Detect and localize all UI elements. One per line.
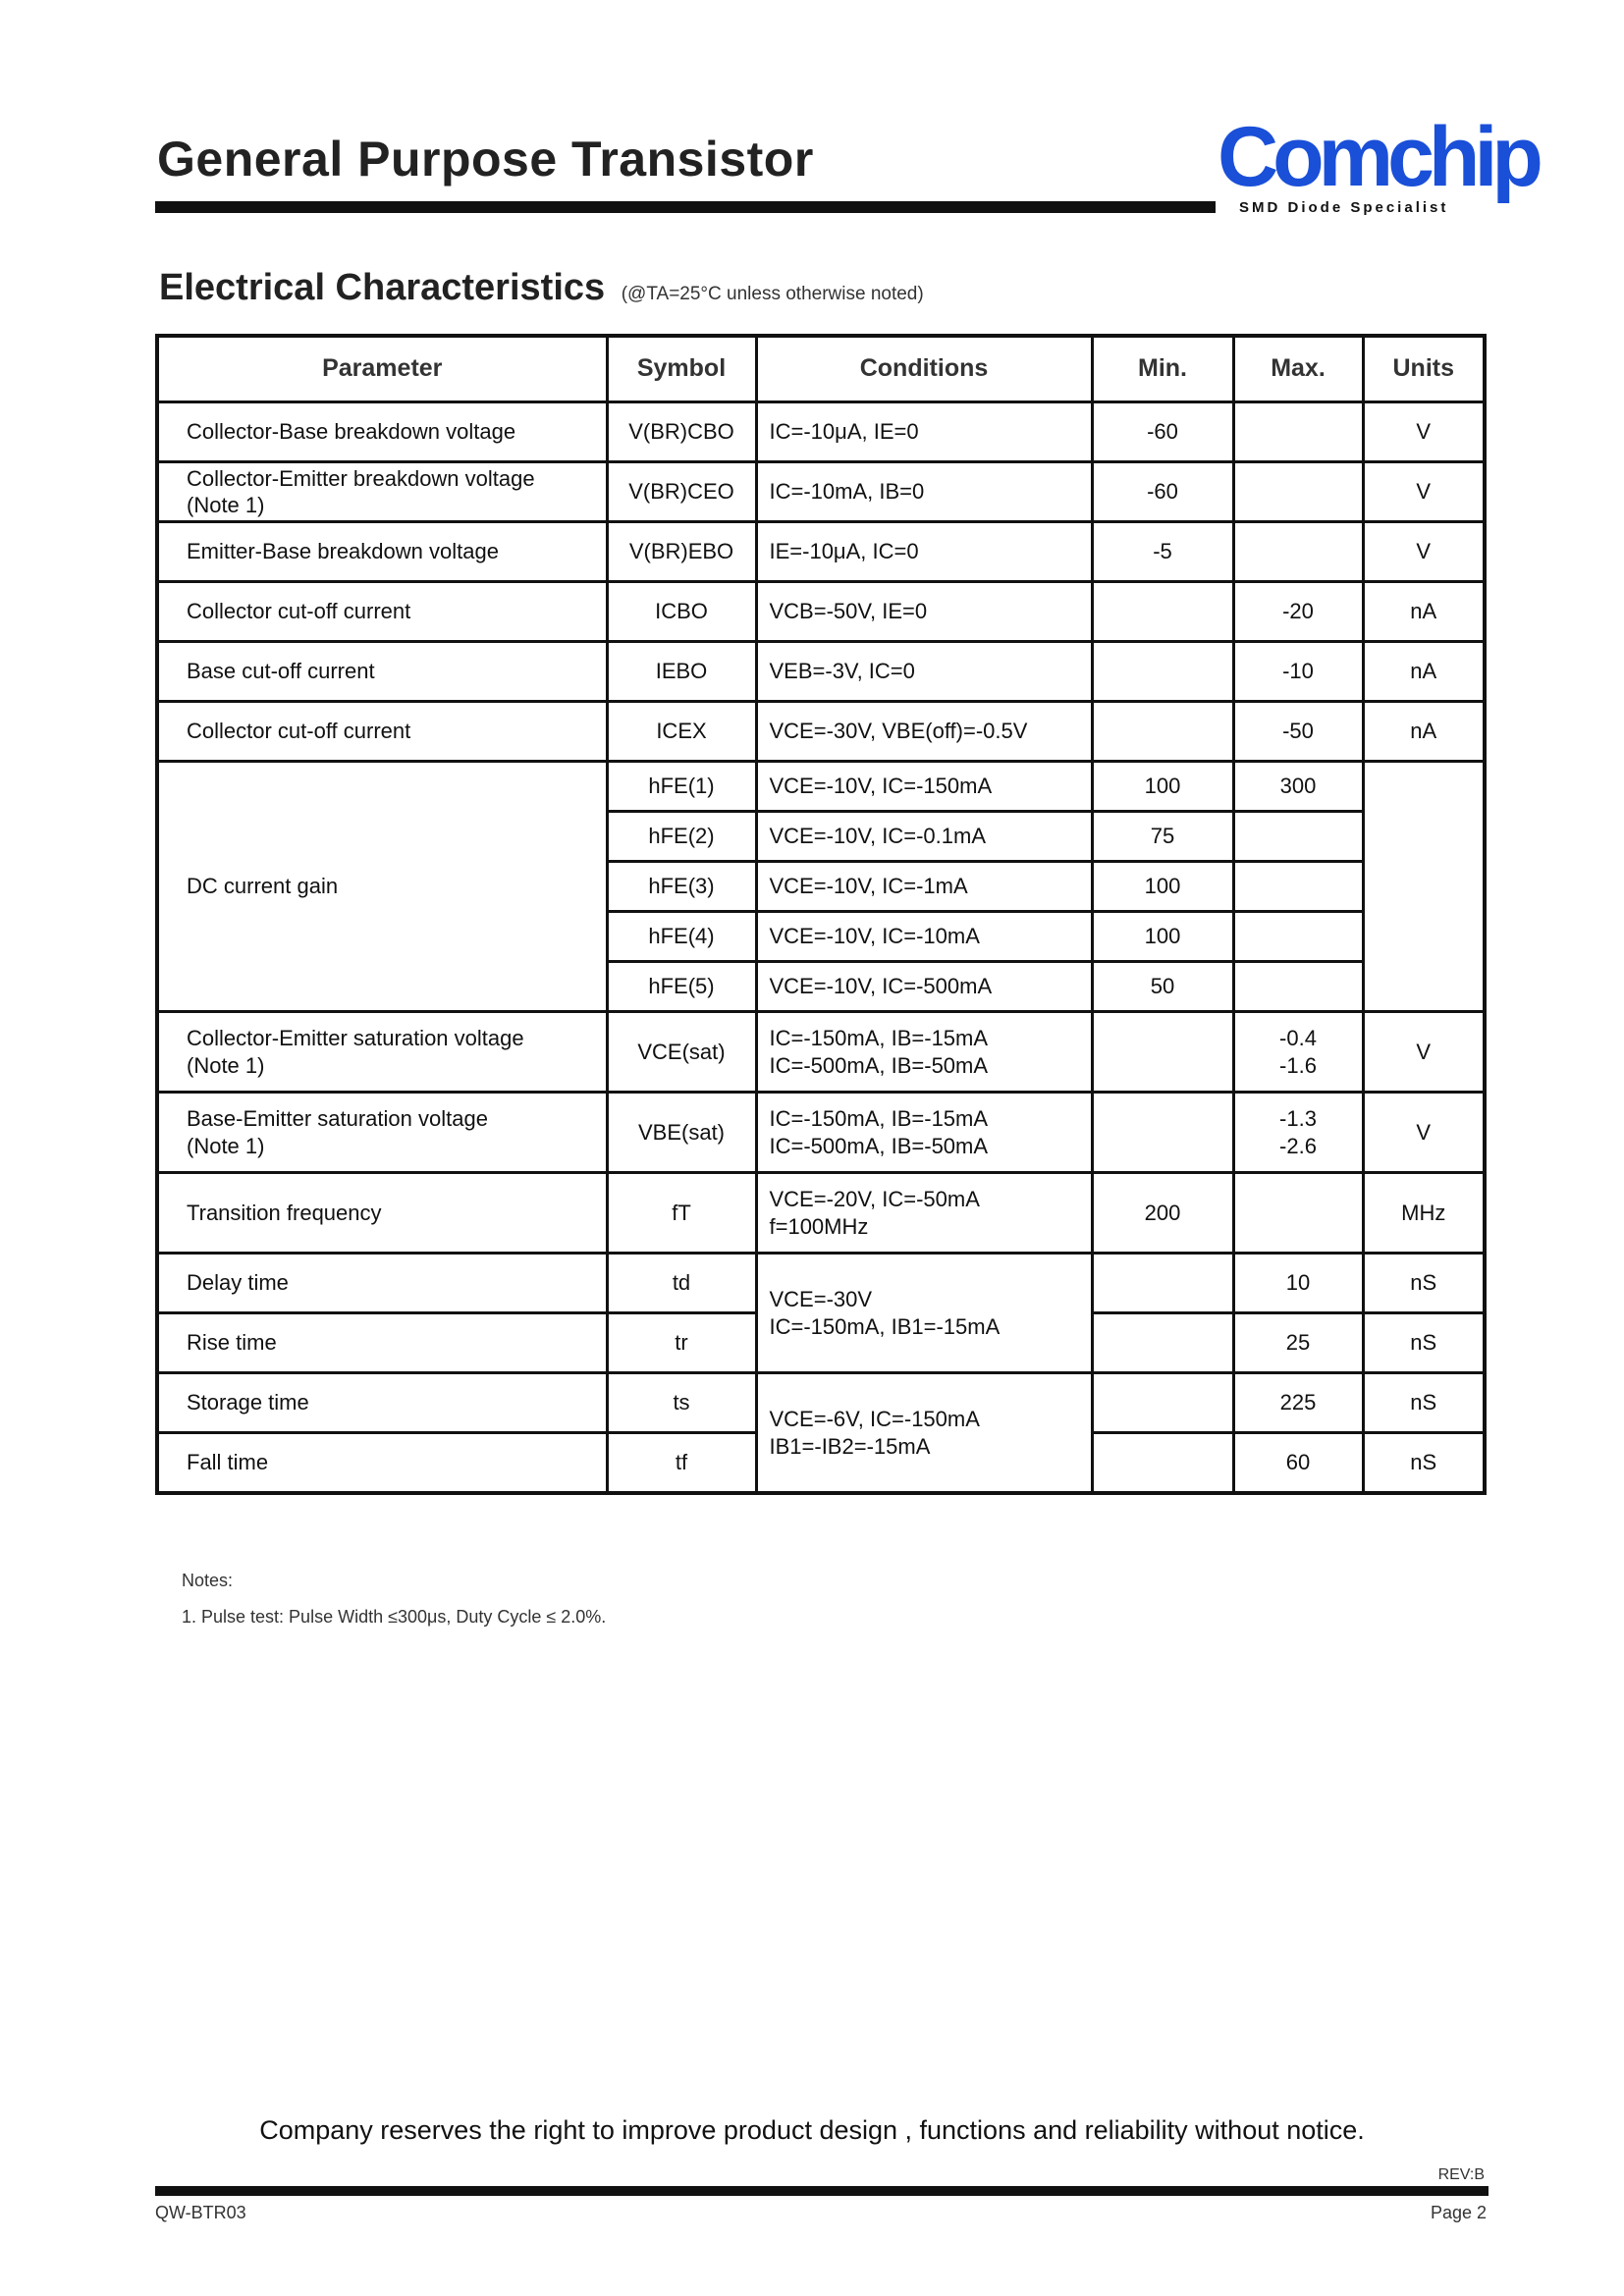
col-header-max: Max. bbox=[1233, 336, 1363, 402]
cell-units: nS bbox=[1363, 1373, 1485, 1433]
cell-units: nS bbox=[1363, 1313, 1485, 1373]
cell-units: V bbox=[1363, 402, 1485, 462]
cell-conditions-line2: IB1=-IB2=-15mA bbox=[769, 1433, 931, 1459]
cell-units: nS bbox=[1363, 1433, 1485, 1494]
cell-max: 300 bbox=[1233, 762, 1363, 812]
cell-symbol: hFE(2) bbox=[607, 812, 756, 862]
cell-symbol: ICBO bbox=[607, 582, 756, 642]
cell-conditions bbox=[756, 1012, 1092, 1093]
document-code: QW-BTR03 bbox=[155, 2203, 246, 2222]
cell-parameter-dc-gain: DC current gain bbox=[157, 762, 607, 1012]
cell-parameter: Transition frequency bbox=[157, 1173, 607, 1254]
cell-min: 75 bbox=[1092, 812, 1233, 862]
cell-parameter: Base cut-off current bbox=[157, 642, 607, 702]
cell-min bbox=[1092, 642, 1233, 702]
cell-parameter bbox=[157, 462, 607, 522]
cell-conditions-line2: f=100MHz bbox=[769, 1213, 869, 1239]
cell-symbol: V(BR)EBO bbox=[607, 522, 756, 582]
cell-units: V bbox=[1363, 1012, 1485, 1093]
cell-max-line1: -1.3 bbox=[1279, 1106, 1317, 1131]
cell-max: -20 bbox=[1233, 582, 1363, 642]
cell-max: 25 bbox=[1233, 1313, 1363, 1373]
table-row bbox=[157, 702, 1485, 762]
cell-conditions-line2: IC=-500mA, IB=-50mA bbox=[769, 1133, 989, 1158]
cell-symbol: ts bbox=[607, 1373, 756, 1433]
cell-symbol: V(BR)CBO bbox=[607, 402, 756, 462]
col-header-parameter: Parameter bbox=[157, 336, 607, 402]
table-row bbox=[157, 402, 1485, 462]
cell-units: V bbox=[1363, 462, 1485, 522]
cell-conditions-line1: IC=-150mA, IB=-15mA bbox=[769, 1026, 989, 1050]
cell-min bbox=[1092, 1433, 1233, 1494]
cell-min: 100 bbox=[1092, 912, 1233, 962]
cell-max: 60 bbox=[1233, 1433, 1363, 1494]
cell-conditions: VCB=-50V, IE=0 bbox=[756, 582, 1092, 642]
cell-max bbox=[1233, 812, 1363, 862]
cell-max: -50 bbox=[1233, 702, 1363, 762]
cell-conditions-line1: VCE=-6V, IC=-150mA bbox=[769, 1407, 980, 1431]
cell-max bbox=[1233, 522, 1363, 582]
cell-min bbox=[1092, 582, 1233, 642]
cell-min: -5 bbox=[1092, 522, 1233, 582]
cell-max: -10 bbox=[1233, 642, 1363, 702]
cell-max bbox=[1233, 962, 1363, 1012]
cell-conditions-line2: IC=-150mA, IB1=-15mA bbox=[769, 1313, 1001, 1339]
cell-symbol: hFE(4) bbox=[607, 912, 756, 962]
cell-conditions: VCE=-10V, IC=-150mA bbox=[756, 762, 1092, 812]
cell-min bbox=[1092, 1254, 1233, 1313]
cell-units: V bbox=[1363, 1093, 1485, 1173]
cell-conditions: IC=-10μA, IE=0 bbox=[756, 402, 1092, 462]
cell-parameter: Delay time bbox=[157, 1254, 607, 1313]
cell-units: nS bbox=[1363, 1254, 1485, 1313]
cell-symbol: V(BR)CEO bbox=[607, 462, 756, 522]
cell-parameter: Collector cut-off current bbox=[157, 582, 607, 642]
cell-parameter-line1: Collector-Emitter breakdown voltage bbox=[187, 465, 535, 491]
col-header-units: Units bbox=[1363, 336, 1485, 402]
cell-symbol: td bbox=[607, 1254, 756, 1313]
cell-symbol: tf bbox=[607, 1433, 756, 1494]
section-note: (@TA=25°C unless otherwise noted) bbox=[621, 284, 924, 304]
cell-parameter bbox=[157, 1093, 607, 1173]
cell-max: 225 bbox=[1233, 1373, 1363, 1433]
section-title bbox=[159, 267, 924, 309]
cell-min bbox=[1092, 1313, 1233, 1373]
cell-max bbox=[1233, 1012, 1363, 1093]
cell-max bbox=[1233, 862, 1363, 912]
cell-min bbox=[1092, 1373, 1233, 1433]
cell-symbol: IEBO bbox=[607, 642, 756, 702]
col-header-conditions: Conditions bbox=[756, 336, 1092, 402]
cell-max bbox=[1233, 1093, 1363, 1173]
cell-symbol: ICEX bbox=[607, 702, 756, 762]
cell-conditions: VCE=-10V, IC=-0.1mA bbox=[756, 812, 1092, 862]
cell-parameter-line2: (Note 1) bbox=[187, 1052, 265, 1078]
cell-parameter bbox=[157, 1012, 607, 1093]
cell-max bbox=[1233, 1173, 1363, 1254]
table-row bbox=[157, 1373, 1485, 1433]
notes-heading: Notes: bbox=[182, 1571, 234, 1590]
note-item: 1. Pulse test: Pulse Width ≤300μs, Duty Cycle ≤ 2.0%. bbox=[182, 1607, 607, 1627]
cell-units: nA bbox=[1363, 642, 1485, 702]
cell-min: 200 bbox=[1092, 1173, 1233, 1254]
cell-min bbox=[1092, 1012, 1233, 1093]
cell-units: V bbox=[1363, 522, 1485, 582]
table-row bbox=[157, 462, 1485, 522]
cell-min: 100 bbox=[1092, 762, 1233, 812]
cell-max: 10 bbox=[1233, 1254, 1363, 1313]
cell-symbol: tr bbox=[607, 1313, 756, 1373]
table-row bbox=[157, 1173, 1485, 1254]
cell-units: nA bbox=[1363, 582, 1485, 642]
cell-min: -60 bbox=[1092, 402, 1233, 462]
cell-max bbox=[1233, 462, 1363, 522]
cell-units: MHz bbox=[1363, 1173, 1485, 1254]
table-row bbox=[157, 1254, 1485, 1313]
cell-conditions: VCE=-10V, IC=-1mA bbox=[756, 862, 1092, 912]
cell-units: nA bbox=[1363, 702, 1485, 762]
cell-max-line2: -2.6 bbox=[1279, 1133, 1317, 1158]
cell-conditions: IE=-10μA, IC=0 bbox=[756, 522, 1092, 582]
cell-parameter: Collector-Base breakdown voltage bbox=[157, 402, 607, 462]
cell-min: 100 bbox=[1092, 862, 1233, 912]
cell-min bbox=[1092, 702, 1233, 762]
header-rule bbox=[155, 201, 1216, 213]
cell-min bbox=[1092, 1093, 1233, 1173]
footer-rule bbox=[155, 2186, 1489, 2196]
cell-conditions bbox=[756, 1093, 1092, 1173]
table-header-row bbox=[157, 336, 1485, 402]
cell-symbol: VBE(sat) bbox=[607, 1093, 756, 1173]
table-row bbox=[157, 642, 1485, 702]
cell-symbol: hFE(1) bbox=[607, 762, 756, 812]
cell-max bbox=[1233, 912, 1363, 962]
cell-max-line1: -0.4 bbox=[1279, 1026, 1317, 1050]
col-header-symbol: Symbol bbox=[607, 336, 756, 402]
cell-min: 50 bbox=[1092, 962, 1233, 1012]
notes-section bbox=[182, 1571, 606, 1643]
cell-conditions bbox=[756, 1254, 1092, 1373]
table-row bbox=[157, 582, 1485, 642]
cell-conditions: VEB=-3V, IC=0 bbox=[756, 642, 1092, 702]
cell-symbol: VCE(sat) bbox=[607, 1012, 756, 1093]
table-row bbox=[157, 522, 1485, 582]
cell-parameter: Rise time bbox=[157, 1313, 607, 1373]
electrical-characteristics-table bbox=[155, 334, 1487, 1495]
cell-conditions-line1: VCE=-30V bbox=[769, 1287, 873, 1311]
page-number: Page 2 bbox=[1430, 2203, 1487, 2222]
cell-max-line2: -1.6 bbox=[1279, 1052, 1317, 1078]
table-row bbox=[157, 1093, 1485, 1173]
company-logo bbox=[1218, 110, 1538, 221]
table-row bbox=[157, 762, 1485, 812]
cell-parameter-line2: (Note 1) bbox=[187, 1133, 265, 1158]
logo-tagline: SMD Diode Specialist bbox=[1239, 199, 1449, 216]
cell-conditions bbox=[756, 1373, 1092, 1494]
cell-symbol: hFE(5) bbox=[607, 962, 756, 1012]
table-row bbox=[157, 1012, 1485, 1093]
cell-conditions: VCE=-10V, IC=-10mA bbox=[756, 912, 1092, 962]
cell-parameter: Collector cut-off current bbox=[157, 702, 607, 762]
revision-label: REV:B bbox=[1437, 2166, 1485, 2183]
cell-parameter: Fall time bbox=[157, 1433, 607, 1494]
cell-conditions-line1: IC=-150mA, IB=-15mA bbox=[769, 1106, 989, 1131]
cell-conditions: IC=-10mA, IB=0 bbox=[756, 462, 1092, 522]
cell-min: -60 bbox=[1092, 462, 1233, 522]
cell-symbol: hFE(3) bbox=[607, 862, 756, 912]
cell-parameter-line2: (Note 1) bbox=[187, 493, 265, 517]
cell-conditions: VCE=-30V, VBE(off)=-0.5V bbox=[756, 702, 1092, 762]
cell-conditions: VCE=-10V, IC=-500mA bbox=[756, 962, 1092, 1012]
cell-max bbox=[1233, 402, 1363, 462]
section-title-text: Electrical Characteristics bbox=[159, 267, 606, 308]
page-title: General Purpose Transistor bbox=[157, 132, 814, 187]
cell-units bbox=[1363, 762, 1485, 1012]
footer-disclaimer: Company reserves the right to improve product design , functions and reliability without notice. bbox=[259, 2115, 1365, 2145]
cell-parameter: Storage time bbox=[157, 1373, 607, 1433]
cell-parameter: Emitter-Base breakdown voltage bbox=[157, 522, 607, 582]
logo-wordmark: Comchip bbox=[1218, 110, 1538, 204]
cell-conditions bbox=[756, 1173, 1092, 1254]
cell-conditions-line2: IC=-500mA, IB=-50mA bbox=[769, 1052, 989, 1078]
cell-symbol: fT bbox=[607, 1173, 756, 1254]
cell-parameter-line1: Base-Emitter saturation voltage bbox=[187, 1106, 488, 1131]
cell-parameter-line1: Collector-Emitter saturation voltage bbox=[187, 1026, 524, 1050]
cell-conditions-line1: VCE=-20V, IC=-50mA bbox=[769, 1187, 980, 1211]
col-header-min: Min. bbox=[1092, 336, 1233, 402]
